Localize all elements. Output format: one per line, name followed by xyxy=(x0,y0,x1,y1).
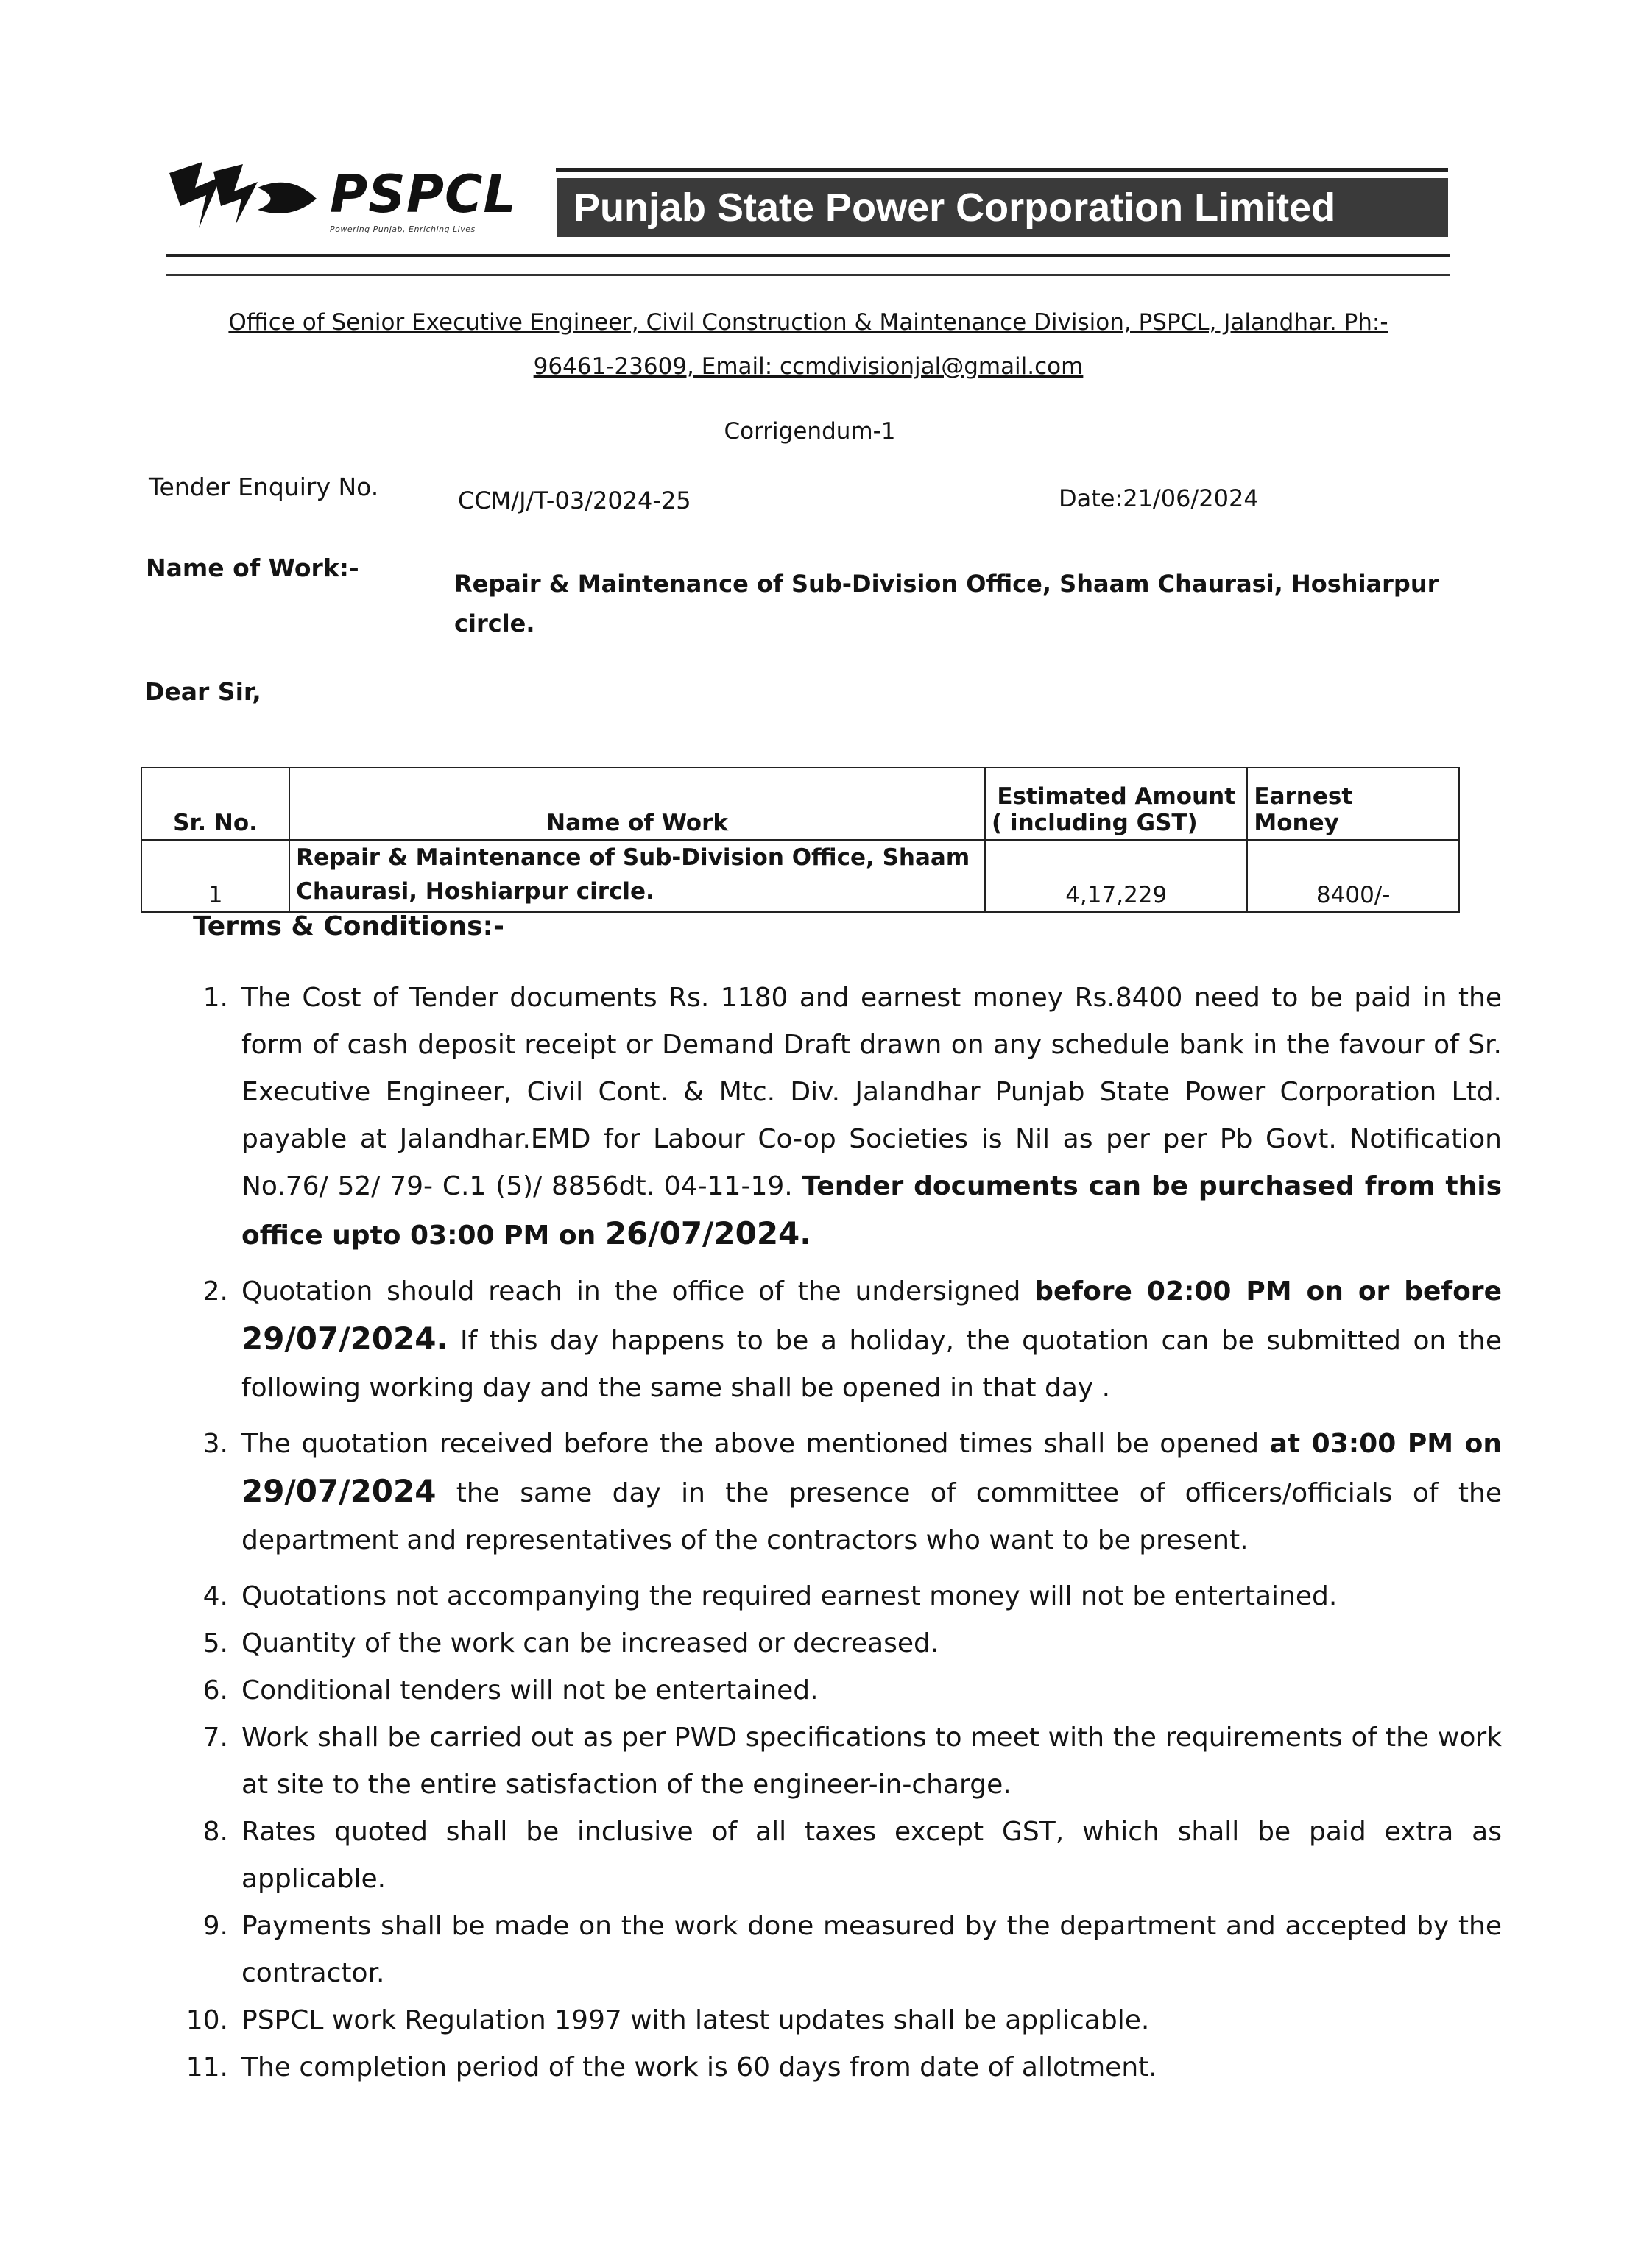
term-item-4 xyxy=(177,1573,1502,1620)
name-of-work-label: Name of Work:- xyxy=(146,554,359,582)
term-item-7 xyxy=(177,1714,1502,1809)
row-name-of-work xyxy=(289,840,985,912)
term-number: 4. xyxy=(202,1581,228,1611)
term-3-rest: the same day in the presence of committee of officers/officials of the department and representatives of the contractors who want to be present. xyxy=(241,1478,1502,1555)
name-of-work-line2: circle. xyxy=(454,609,535,637)
terms-title: Terms & Conditions:- xyxy=(193,911,504,941)
term-text xyxy=(241,1268,1502,1412)
term-text: The completion period of the work is 60 days from date of allotment. xyxy=(241,2052,1157,2082)
term-1-date: 26/07/2024. xyxy=(604,1215,812,1251)
term-text xyxy=(241,1421,1502,1564)
header-divider-lower xyxy=(166,274,1450,276)
term-number: 3. xyxy=(202,1429,228,1459)
row-name-line1: Repair & Maintenance of Sub-Division Office, Shaam xyxy=(296,844,970,871)
term-text: Quantity of the work can be increased or decreased. xyxy=(241,1628,939,1658)
term-number: 11. xyxy=(186,2052,228,2082)
salutation: Dear Sir, xyxy=(144,677,261,706)
term-item-9 xyxy=(177,1903,1502,1997)
col-earnest-money xyxy=(1247,768,1459,840)
tender-enquiry-number: CCM/J/T-03/2024-25 xyxy=(458,487,691,515)
term-number: 1. xyxy=(202,983,228,1013)
term-text: Work shall be carried out as per PWD specifications to meet with the requirements of the work at site to the entire satisfaction of the engineer-in-charge. xyxy=(241,1722,1502,1800)
row-sr-no: 1 xyxy=(141,840,289,912)
header-divider xyxy=(166,254,1450,257)
col-estimated-amount-line2: ( including GST) xyxy=(992,810,1198,836)
term-item-6 xyxy=(177,1667,1502,1714)
logo-tagline: Powering Punjab, Enriching Lives xyxy=(330,225,476,234)
term-3-date: 29/07/2024 xyxy=(241,1473,437,1509)
term-text: PSPCL work Regulation 1997 with latest updates shall be applicable. xyxy=(241,2005,1150,2035)
term-number: 7. xyxy=(202,1722,228,1753)
row-name-line2: Chaurasi, Hoshiarpur circle. xyxy=(296,878,654,905)
term-text: Rates quoted shall be inclusive of all taxes except GST, which shall be paid extra as applicable. xyxy=(241,1817,1502,1894)
term-item-11 xyxy=(177,2044,1502,2091)
term-number: 8. xyxy=(202,1817,228,1847)
name-of-work-line1: Repair & Maintenance of Sub-Division Office, Shaam Chaurasi, Hoshiarpur xyxy=(454,570,1439,598)
logo-wordmark: PSPCL xyxy=(330,164,517,225)
term-item-8 xyxy=(177,1809,1502,1903)
col-earnest-line1: Earnest xyxy=(1254,783,1353,810)
table-header-row xyxy=(141,768,1459,840)
col-estimated-amount xyxy=(985,768,1247,840)
header-rule xyxy=(556,168,1448,172)
term-2-rest: If this day happens to be a holiday, the quotation can be submitted on the following working day and the same shall be opened in that day . xyxy=(241,1326,1502,1403)
term-text xyxy=(241,975,1502,1259)
term-number: 10. xyxy=(186,2005,228,2035)
term-number: 2. xyxy=(202,1276,228,1307)
term-item-3 xyxy=(177,1421,1502,1564)
office-address xyxy=(175,300,1441,389)
office-address-line2: 96461-23609, Email: ccmdivisionjal@gmail.com xyxy=(533,353,1084,380)
term-3-bold: at 03:00 PM on xyxy=(1269,1429,1502,1459)
term-number: 6. xyxy=(202,1675,228,1706)
col-earnest-line2: Money xyxy=(1254,810,1339,836)
term-item-5 xyxy=(177,1620,1502,1667)
row-earnest-money: 8400/- xyxy=(1247,840,1459,912)
pspcl-logo xyxy=(162,151,545,250)
term-number: 5. xyxy=(202,1628,228,1658)
term-text: Payments shall be made on the work done measured by the department and accepted by the contractor. xyxy=(241,1911,1502,1988)
work-table xyxy=(141,767,1460,913)
term-item-10 xyxy=(177,1997,1502,2044)
term-item-1 xyxy=(177,975,1502,1259)
office-address-line1: Office of Senior Executive Engineer, Civil Construction & Maintenance Division, PSPCL, Jalandhar. Ph:- xyxy=(228,309,1388,336)
term-item-2 xyxy=(177,1268,1502,1412)
row-estimated-amount: 4,17,229 xyxy=(985,840,1247,912)
col-estimated-amount-line1: Estimated Amount xyxy=(997,783,1236,810)
name-of-work-value xyxy=(454,564,1439,643)
pspcl-logo-icon xyxy=(162,158,320,232)
col-sr-no: Sr. No. xyxy=(141,768,289,840)
table-row xyxy=(141,840,1459,912)
terms-list xyxy=(177,975,1502,2091)
company-banner: Punjab State Power Corporation Limited xyxy=(557,178,1448,237)
term-2-bold: before 02:00 PM on or before xyxy=(1034,1276,1502,1307)
term-2-text: Quotation should reach in the office of the undersigned xyxy=(241,1276,1035,1307)
term-number: 9. xyxy=(202,1911,228,1941)
term-text: Quotations not accompanying the required earnest money will not be entertained. xyxy=(241,1581,1338,1611)
term-2-date: 29/07/2024. xyxy=(241,1321,448,1357)
col-name-of-work: Name of Work xyxy=(289,768,985,840)
term-1-text: The Cost of Tender documents Rs. 1180 and earnest money Rs.8400 need to be paid in the form of cash deposit receipt or Demand Draft drawn on any schedule bank in the favour of Sr. Executive Engineer, Civil Cont. & Mtc. Div. Jalandhar Punjab State Power Corporation Ltd. payable at Jalandhar.EMD for Labour Co-op Societies is Nil as per per Pb Govt. Notification No.76/ 52/ 79- C.1 (5)/ 8856dt. 04-11-19. xyxy=(241,983,1502,1201)
term-text: Conditional tenders will not be entertained. xyxy=(241,1675,819,1706)
tender-enquiry-label: Tender Enquiry No. xyxy=(149,473,379,501)
term-3-text: The quotation received before the above mentioned times shall be opened xyxy=(241,1429,1270,1459)
corrigendum-title: Corrigendum-1 xyxy=(724,418,896,445)
tender-date: Date:21/06/2024 xyxy=(1059,484,1259,512)
term-1-bold: Tender documents can be purchased from this office upto 03:00 PM on xyxy=(241,1171,1502,1251)
